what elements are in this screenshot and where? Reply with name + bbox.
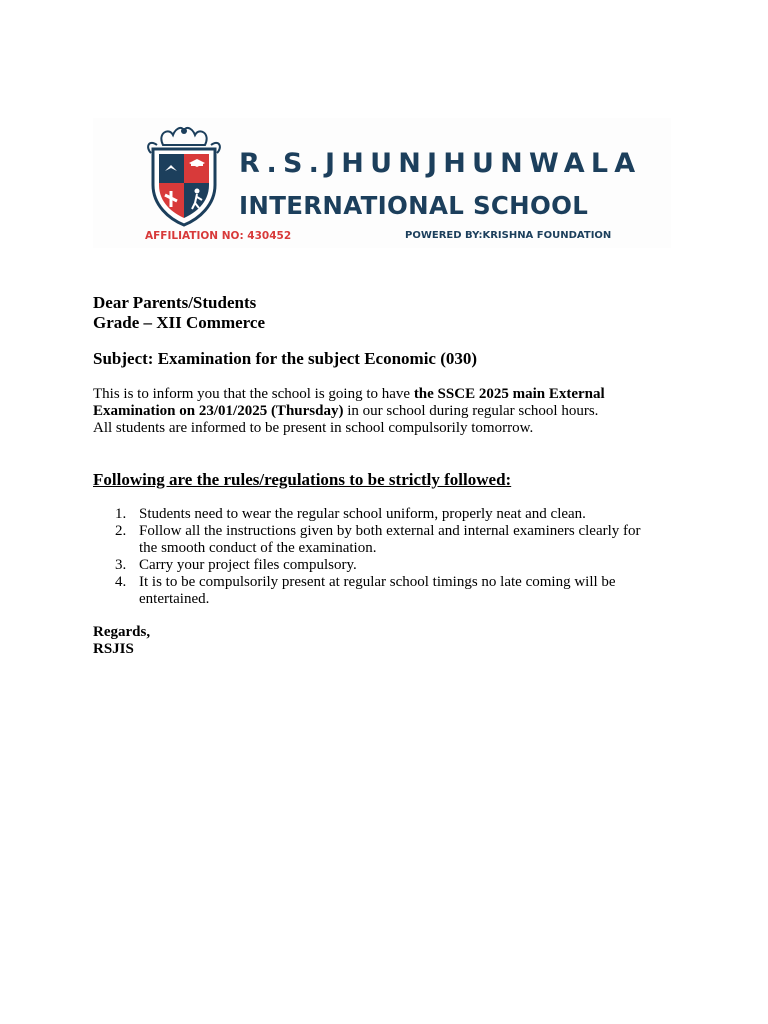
powered-by: POWERED BY:KRISHNA FOUNDATION <box>405 230 612 241</box>
intro-line-3: All students are informed to be present in school compulsorily tomorrow. <box>93 420 534 436</box>
school-crest-logo <box>143 123 225 228</box>
closing: Regards, <box>93 624 151 640</box>
rule-item <box>93 523 693 557</box>
rule-item <box>93 506 693 523</box>
intro-line-1 <box>93 386 673 403</box>
intro-line-2 <box>93 403 673 420</box>
signature: RSJIS <box>93 641 134 657</box>
rule-number: 4. <box>115 574 127 590</box>
rule-item <box>93 574 693 608</box>
affiliation-number: AFFILIATION NO: 430452 <box>145 230 292 242</box>
intro-bold-2: Examination on 23/01/2025 (Thursday) <box>93 403 344 419</box>
grade-line: Grade – XII Commerce <box>93 313 266 332</box>
rule-number: 1. <box>115 506 127 522</box>
salutation: Dear Parents/Students <box>93 293 257 312</box>
letterhead <box>93 118 671 248</box>
rules-heading: Following are the rules/regulations to be strictly followed: <box>93 470 512 489</box>
school-name-line2: INTERNATIONAL SCHOOL <box>239 191 589 220</box>
rule-text: Students need to wear the regular school uniform, properly neat and clean. <box>139 506 586 522</box>
rule-text: It is to be compulsorily present at regular school timings no late coming will be <box>139 574 616 590</box>
rule-text: Follow all the instructions given by both external and internal examiners clearly for <box>139 523 641 539</box>
school-name-line1: R.S.JHUNJHUNWALA <box>239 148 642 179</box>
intro-bold-1: the SSCE 2025 main External <box>413 386 605 402</box>
subject-line: Subject: Examination for the subject Economic (030) <box>93 349 478 368</box>
rule-item <box>93 557 693 574</box>
intro-text-1: This is to inform you that the school is going to have <box>93 386 414 402</box>
rule-text: the smooth conduct of the examination. <box>139 540 377 556</box>
rule-text: Carry your project files compulsory. <box>139 557 357 573</box>
intro-paragraph <box>93 386 673 437</box>
rules-list <box>93 506 693 608</box>
rule-number: 2. <box>115 523 127 539</box>
rule-number: 3. <box>115 557 127 573</box>
rule-text: entertained. <box>139 591 210 607</box>
intro-text-2: in our school during regular school hours. <box>343 403 599 419</box>
